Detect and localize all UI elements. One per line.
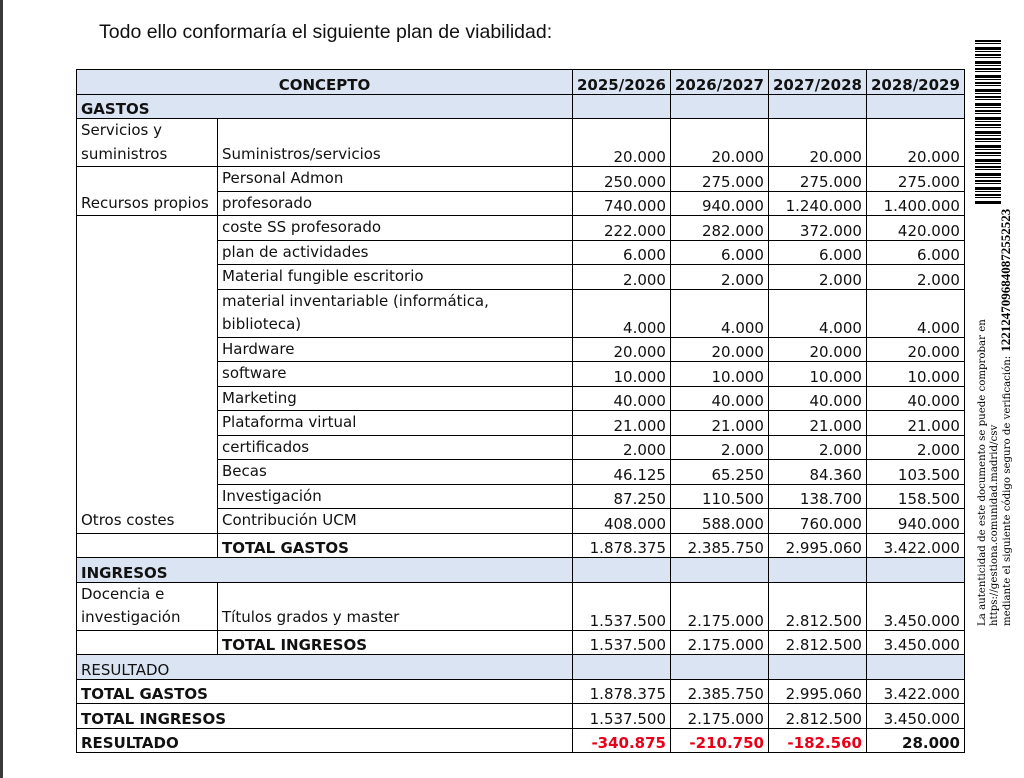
- value-cell: 2.175.000: [670, 582, 768, 630]
- header-row: [77, 70, 965, 95]
- section-title: GASTOS: [77, 94, 573, 119]
- verification-text: [977, 209, 1014, 626]
- value-cell: 4.000: [670, 289, 768, 337]
- value-cell: 6.000: [866, 240, 964, 265]
- value-cell: 40.000: [768, 386, 866, 411]
- value-cell: 4.000: [866, 289, 964, 337]
- intro-text: Todo ello conformaría el siguiente plan de viabilidad:: [99, 21, 553, 43]
- value-cell: 1.240.000: [768, 191, 866, 216]
- value-cell: 20.000: [670, 119, 768, 167]
- table-row: [77, 119, 965, 167]
- value-cell: 10.000: [573, 362, 671, 387]
- value-cell: 2.000: [573, 265, 671, 290]
- section-title: INGRESOS: [77, 558, 573, 583]
- value-cell: 20.000: [866, 119, 964, 167]
- empty-cell: [573, 94, 671, 119]
- empty-cell: [77, 630, 218, 655]
- value-cell: 10.000: [866, 362, 964, 387]
- total-row-ingresos: [77, 630, 965, 655]
- year-header: 2026/2027: [670, 70, 768, 95]
- total-value: 3.450.000: [866, 630, 964, 655]
- resultado-value: 2.385.750: [670, 679, 768, 704]
- resultado-value: -182.560: [768, 728, 866, 753]
- item-label: Becas: [218, 460, 573, 485]
- value-cell: 21.000: [573, 411, 671, 436]
- value-cell: 2.812.500: [768, 582, 866, 630]
- concept-header: CONCEPTO: [77, 70, 573, 95]
- total-value: 1.537.500: [573, 630, 671, 655]
- table-row: [77, 216, 965, 241]
- value-cell: 20.000: [573, 337, 671, 362]
- resultado-value: 1.537.500: [573, 704, 671, 729]
- empty-cell: [768, 558, 866, 583]
- value-cell: 20.000: [670, 337, 768, 362]
- value-cell: 20.000: [866, 337, 964, 362]
- value-cell: 40.000: [670, 386, 768, 411]
- year-header: 2028/2029: [866, 70, 964, 95]
- value-cell: 4.000: [768, 289, 866, 337]
- verification-code: 1221247096840872552523: [998, 208, 1013, 352]
- empty-cell: [866, 94, 964, 119]
- value-cell: 250.000: [573, 167, 671, 192]
- value-cell: 3.450.000: [866, 582, 964, 630]
- value-cell: 65.250: [670, 460, 768, 485]
- item-label: Investigación: [218, 484, 573, 509]
- empty-cell: [573, 558, 671, 583]
- viability-plan-table: [76, 69, 965, 753]
- verification-line-2: https://gestiona.comunidad.madrid/csv: [988, 424, 1000, 626]
- item-label: Hardware: [218, 337, 573, 362]
- value-cell: 20.000: [768, 337, 866, 362]
- value-cell: 110.500: [670, 484, 768, 509]
- value-cell: 10.000: [768, 362, 866, 387]
- value-cell: 20.000: [768, 119, 866, 167]
- value-cell: 275.000: [866, 167, 964, 192]
- barcode: [975, 40, 1001, 205]
- value-cell: 4.000: [573, 289, 671, 337]
- total-value: 2.812.500: [768, 630, 866, 655]
- resultado-value: 2.812.500: [768, 704, 866, 729]
- value-cell: 21.000: [768, 411, 866, 436]
- verification-line-3: mediante el siguiente código seguro de verificación:: [1002, 355, 1013, 626]
- resultado-value: 28.000: [866, 728, 964, 753]
- resultado-value: 3.422.000: [866, 679, 964, 704]
- empty-cell: [768, 655, 866, 680]
- item-label: Contribución UCM: [218, 509, 573, 534]
- empty-cell: [670, 94, 768, 119]
- value-cell: 1.537.500: [573, 582, 671, 630]
- value-cell: 420.000: [866, 216, 964, 241]
- value-cell: 21.000: [670, 411, 768, 436]
- item-label: certificados: [218, 435, 573, 460]
- group-label: Otros costes: [77, 216, 218, 534]
- value-cell: 6.000: [768, 240, 866, 265]
- empty-cell: [77, 533, 218, 558]
- resultado-row: [77, 679, 965, 704]
- value-cell: 103.500: [866, 460, 964, 485]
- resultado-row: [77, 704, 965, 729]
- value-cell: 2.000: [768, 265, 866, 290]
- table-row: [77, 167, 965, 192]
- value-cell: 275.000: [670, 167, 768, 192]
- total-label: TOTAL INGRESOS: [218, 630, 573, 655]
- value-cell: 2.000: [670, 435, 768, 460]
- item-label: software: [218, 362, 573, 387]
- resultado-row: [77, 728, 965, 753]
- value-cell: 138.700: [768, 484, 866, 509]
- value-cell: 940.000: [670, 191, 768, 216]
- resultado-header-row: [77, 655, 965, 680]
- item-label: coste SS profesorado: [218, 216, 573, 241]
- value-cell: 1.400.000: [866, 191, 964, 216]
- value-cell: 408.000: [573, 509, 671, 534]
- value-cell: 6.000: [670, 240, 768, 265]
- value-cell: 87.250: [573, 484, 671, 509]
- total-value: 1.878.375: [573, 533, 671, 558]
- value-cell: 6.000: [573, 240, 671, 265]
- resultado-value: 3.450.000: [866, 704, 964, 729]
- value-cell: 2.000: [573, 435, 671, 460]
- resultado-value: 2.995.060: [768, 679, 866, 704]
- empty-cell: [866, 558, 964, 583]
- value-cell: 10.000: [670, 362, 768, 387]
- total-value: 2.385.750: [670, 533, 768, 558]
- page-edge: [0, 0, 3, 778]
- value-cell: 372.000: [768, 216, 866, 241]
- value-cell: 760.000: [768, 509, 866, 534]
- resultado-value: -210.750: [670, 728, 768, 753]
- value-cell: 46.125: [573, 460, 671, 485]
- value-cell: 282.000: [670, 216, 768, 241]
- total-label: TOTAL GASTOS: [218, 533, 573, 558]
- empty-cell: [573, 655, 671, 680]
- group-label: Docencia e investigación: [77, 582, 218, 630]
- resultado-label: TOTAL GASTOS: [77, 679, 573, 704]
- item-label: profesorado: [218, 191, 573, 216]
- empty-cell: [768, 94, 866, 119]
- value-cell: 20.000: [573, 119, 671, 167]
- value-cell: 275.000: [768, 167, 866, 192]
- value-cell: 940.000: [866, 509, 964, 534]
- item-label: Marketing: [218, 386, 573, 411]
- item-label: Títulos grados y master: [218, 582, 573, 630]
- item-label: Material fungible escritorio: [218, 265, 573, 290]
- total-value: 3.422.000: [866, 533, 964, 558]
- resultado-label: RESULTADO: [77, 728, 573, 753]
- empty-cell: [670, 655, 768, 680]
- group-label: Servicios y suministros: [77, 119, 218, 167]
- value-cell: 2.000: [670, 265, 768, 290]
- section-title: RESULTADO: [77, 655, 573, 680]
- value-cell: 40.000: [573, 386, 671, 411]
- section-row-gastos: [77, 94, 965, 119]
- item-label: plan de actividades: [218, 240, 573, 265]
- resultado-value: 2.175.000: [670, 704, 768, 729]
- value-cell: 21.000: [866, 411, 964, 436]
- value-cell: 2.000: [768, 435, 866, 460]
- section-row-ingresos: [77, 558, 965, 583]
- empty-cell: [866, 655, 964, 680]
- value-cell: 84.360: [768, 460, 866, 485]
- resultado-value: -340.875: [573, 728, 671, 753]
- value-cell: 740.000: [573, 191, 671, 216]
- total-row-gastos: [77, 533, 965, 558]
- year-header: 2025/2026: [573, 70, 671, 95]
- value-cell: 222.000: [573, 216, 671, 241]
- total-value: 2.995.060: [768, 533, 866, 558]
- item-label: Suministros/servicios: [218, 119, 573, 167]
- item-label: Personal Admon: [218, 167, 573, 192]
- year-header: 2027/2028: [768, 70, 866, 95]
- value-cell: 588.000: [670, 509, 768, 534]
- group-label: Recursos propios: [77, 167, 218, 216]
- verification-sidebar: [958, 40, 1022, 640]
- total-value: 2.175.000: [670, 630, 768, 655]
- value-cell: 158.500: [866, 484, 964, 509]
- resultado-label: TOTAL INGRESOS: [77, 704, 573, 729]
- table-row: [77, 582, 965, 630]
- value-cell: 2.000: [866, 435, 964, 460]
- verification-line-1: La autenticidad de este documento se puede comprobar en: [977, 319, 988, 626]
- empty-cell: [670, 558, 768, 583]
- resultado-value: 1.878.375: [573, 679, 671, 704]
- item-label: Plataforma virtual: [218, 411, 573, 436]
- value-cell: 2.000: [866, 265, 964, 290]
- value-cell: 40.000: [866, 386, 964, 411]
- item-label: material inventariable (informática, biblioteca): [218, 289, 573, 337]
